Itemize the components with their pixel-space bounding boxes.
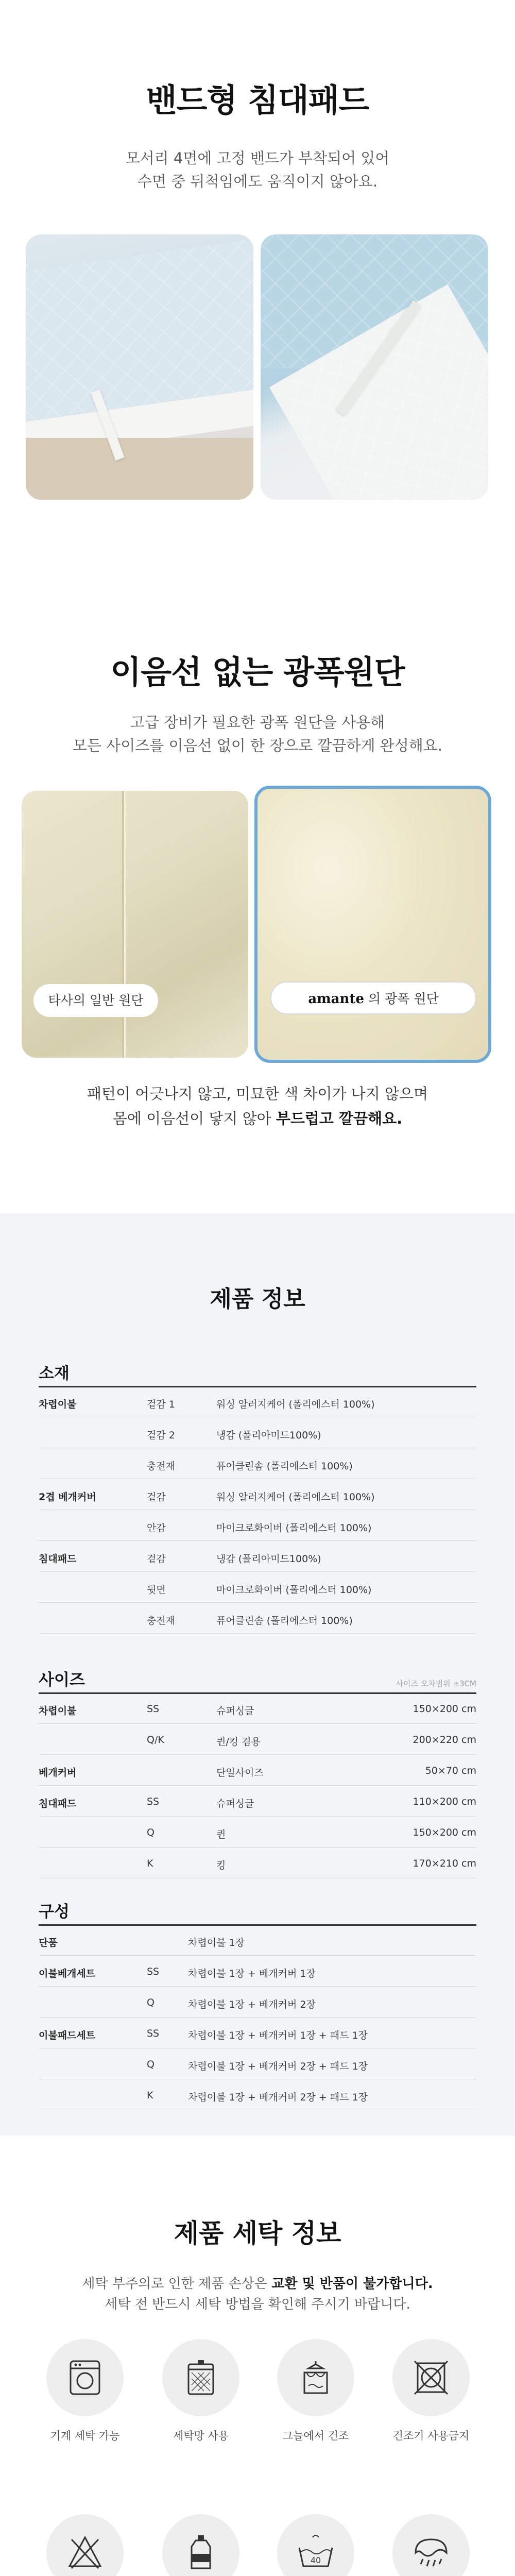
size-row <box>39 1787 476 1817</box>
material-value: 냉감 (폴리아미드100%) <box>216 1430 321 1441</box>
wash-icon-no-dryer: 건조기 사용금지 <box>382 2339 480 2443</box>
composition-item: 이불패드세트 <box>39 2030 96 2041</box>
size-code: K <box>147 1858 153 1869</box>
size-code: Q <box>147 1827 154 1838</box>
wash-icon-shade: 그늘에서 건조 <box>267 2339 365 2443</box>
svg-text:40: 40 <box>310 2555 321 2565</box>
size-code: SS <box>147 1703 160 1715</box>
fabric-seam <box>122 791 124 1058</box>
size-item: 차렵이불 <box>39 1705 77 1717</box>
material-row <box>39 1418 476 1448</box>
composition-row <box>39 1988 476 2018</box>
wash-icon-machine: 기계 세탁 가능 <box>36 2339 134 2443</box>
material-item: 차렵이불 <box>39 1399 77 1410</box>
material-value: 마이크로화이버 (폴리에스터 100%) <box>216 1522 372 1534</box>
composition-value: 차렵이불 1장 + 베개커버 2장 + 패드 1장 <box>188 2092 368 2103</box>
size-row <box>39 1725 476 1755</box>
composition-value: 차렵이불 1장 + 베개커버 1장 + 패드 1장 <box>188 2030 368 2041</box>
size-item: 베개커버 <box>39 1767 77 1778</box>
size-name: 퀸/킹 겸용 <box>216 1736 261 1748</box>
composition-row <box>39 2049 476 2079</box>
composition-value: 차렵이불 1장 + 베개커버 2장 + 패드 1장 <box>188 2061 368 2072</box>
material-part: 겉감 <box>147 1492 166 1503</box>
other-fabric-photo <box>22 791 248 1058</box>
washing-machine-icon <box>64 2357 106 2398</box>
size-dimensions: 110×200 cm <box>413 1796 476 1807</box>
size-dimensions: 170×210 cm <box>413 1858 476 1869</box>
no-dryer-icon <box>410 2357 452 2398</box>
composition-code: Q <box>147 2059 154 2070</box>
wash-info-title: 제품 세탁 정보 <box>174 2218 341 2248</box>
material-value: 워싱 알러지케어 (폴리에스터 100%) <box>216 1492 375 1503</box>
composition-row <box>39 1926 476 1956</box>
size-name: 퀸 <box>216 1829 226 1840</box>
size-row <box>39 1849 476 1878</box>
material-row <box>39 1387 476 1417</box>
size-code: SS <box>147 1796 160 1807</box>
material-part: 겉감 2 <box>147 1430 175 1441</box>
wide-fabric-description: 고급 장비가 필요한 광폭 원단을 사용해 모든 사이즈를 이음선 없이 한 장으로 깔끔하게 완성해요. <box>72 714 443 754</box>
material-value: 마이크로화이버 (폴리에스터 100%) <box>216 1584 372 1596</box>
product-info-section <box>0 1213 515 2136</box>
material-part: 겉감 1 <box>147 1399 175 1410</box>
shade-dry-icon <box>295 2357 336 2398</box>
size-dimensions: 150×200 cm <box>413 1827 476 1838</box>
wide-fabric-title: 이음선 없는 광폭원단 <box>110 653 405 691</box>
wash-icon-spin <box>382 2514 480 2576</box>
band-pad-photo-corner <box>261 234 488 500</box>
size-code: Q/K <box>147 1734 164 1745</box>
wash-icon-cold-water <box>267 2514 365 2576</box>
no-bleach-icon <box>64 2532 106 2573</box>
material-part: 뒷면 <box>147 1584 166 1596</box>
material-row <box>39 1573 476 1603</box>
other-fabric-label: 타사의 일반 원단 <box>33 984 158 1017</box>
size-name: 킹 <box>216 1860 226 1871</box>
material-item: 침대패드 <box>39 1553 77 1565</box>
size-item: 침대패드 <box>39 1798 77 1809</box>
material-value: 워싱 알러지케어 (폴리에스터 100%) <box>216 1399 375 1410</box>
size-tolerance-note: 사이즈 오차범위 ±3CM <box>396 1679 476 1688</box>
material-value: 퓨어클린솜 (폴리에스터 100%) <box>216 1615 353 1626</box>
detergent-bag-icon <box>180 2357 221 2398</box>
size-row <box>39 1694 476 1724</box>
neutral-detergent-icon <box>180 2532 221 2573</box>
material-row <box>39 1511 476 1541</box>
size-dimensions: 200×220 cm <box>413 1734 476 1745</box>
material-part: 충전재 <box>147 1461 176 1472</box>
material-row <box>39 1449 476 1479</box>
size-dimensions: 150×200 cm <box>413 1703 476 1715</box>
band-pad-title: 밴드형 침대패드 <box>146 81 369 119</box>
size-name: 슈퍼싱글 <box>216 1705 254 1717</box>
composition-value: 차렵이불 1장 + 베개커버 1장 <box>188 1968 316 1979</box>
amante-fabric-photo <box>254 786 491 1063</box>
band-pad-section <box>0 0 515 531</box>
amante-brand-text: amante <box>308 991 364 1007</box>
material-item: 2겹 베개커버 <box>39 1492 96 1503</box>
composition-item: 단품 <box>39 1937 58 1948</box>
wash-info-description: 세탁 부주의로 인한 제품 손상은 교환 및 반품이 불가합니다. 세탁 전 반드시 세탁 방법을 확인해 주시기 바랍니다. <box>82 2276 433 2313</box>
size-row <box>39 1818 476 1848</box>
composition-value: 차렵이불 1장 + 베개커버 2장 <box>188 1999 316 2010</box>
composition-row <box>39 2019 476 2048</box>
material-value: 냉감 (폴리아미드100%) <box>216 1553 321 1565</box>
material-row <box>39 1480 476 1510</box>
wash-icon-neutral <box>152 2514 250 2576</box>
cold-water-icon <box>295 2532 336 2573</box>
composition-heading: 구성 <box>39 1903 70 1921</box>
wash-info-section <box>0 2136 515 2576</box>
material-part: 안감 <box>147 1522 166 1534</box>
composition-code: SS <box>147 1966 160 1977</box>
material-row <box>39 1604 476 1634</box>
material-row <box>39 1542 476 1572</box>
composition-row <box>39 1957 476 1987</box>
size-dimensions: 50×70 cm <box>425 1765 476 1776</box>
wash-icon-no-bleach <box>36 2514 134 2576</box>
size-row <box>39 1756 476 1786</box>
composition-code: K <box>147 2090 153 2101</box>
size-heading: 사이즈 <box>39 1671 85 1689</box>
material-part: 충전재 <box>147 1615 176 1626</box>
material-heading: 소재 <box>39 1364 70 1383</box>
band-pad-photo-bed <box>26 234 253 500</box>
product-info-title: 제품 정보 <box>210 1286 305 1312</box>
band-pad-description: 모서리 4면에 고정 밴드가 부착되어 있어 수면 중 뒤척임에도 움직이지 않아요. <box>125 149 390 190</box>
composition-value: 차렵이불 1장 <box>188 1937 245 1948</box>
size-name: 슈퍼싱글 <box>216 1798 254 1809</box>
low-spin-icon <box>410 2532 452 2573</box>
wash-icon-net: 세탁망 사용 <box>152 2339 250 2443</box>
amante-fabric-label: amante 의 광폭 원단 <box>270 981 476 1014</box>
material-part: 겉감 <box>147 1553 166 1565</box>
composition-item: 이불베개세트 <box>39 1968 96 1979</box>
composition-code: SS <box>147 2028 160 2039</box>
size-name: 단일사이즈 <box>216 1767 264 1778</box>
material-value: 퓨어클린솜 (폴리에스터 100%) <box>216 1461 353 1472</box>
composition-row <box>39 2080 476 2110</box>
wide-fabric-section <box>0 531 515 1213</box>
composition-code: Q <box>147 1997 154 2008</box>
wide-fabric-summary: 패턴이 어긋나지 않고, 미묘한 색 차이가 나지 않으며 몸에 이음선이 닿지 않아 부드럽고 깔끔해요. <box>87 1085 428 1127</box>
